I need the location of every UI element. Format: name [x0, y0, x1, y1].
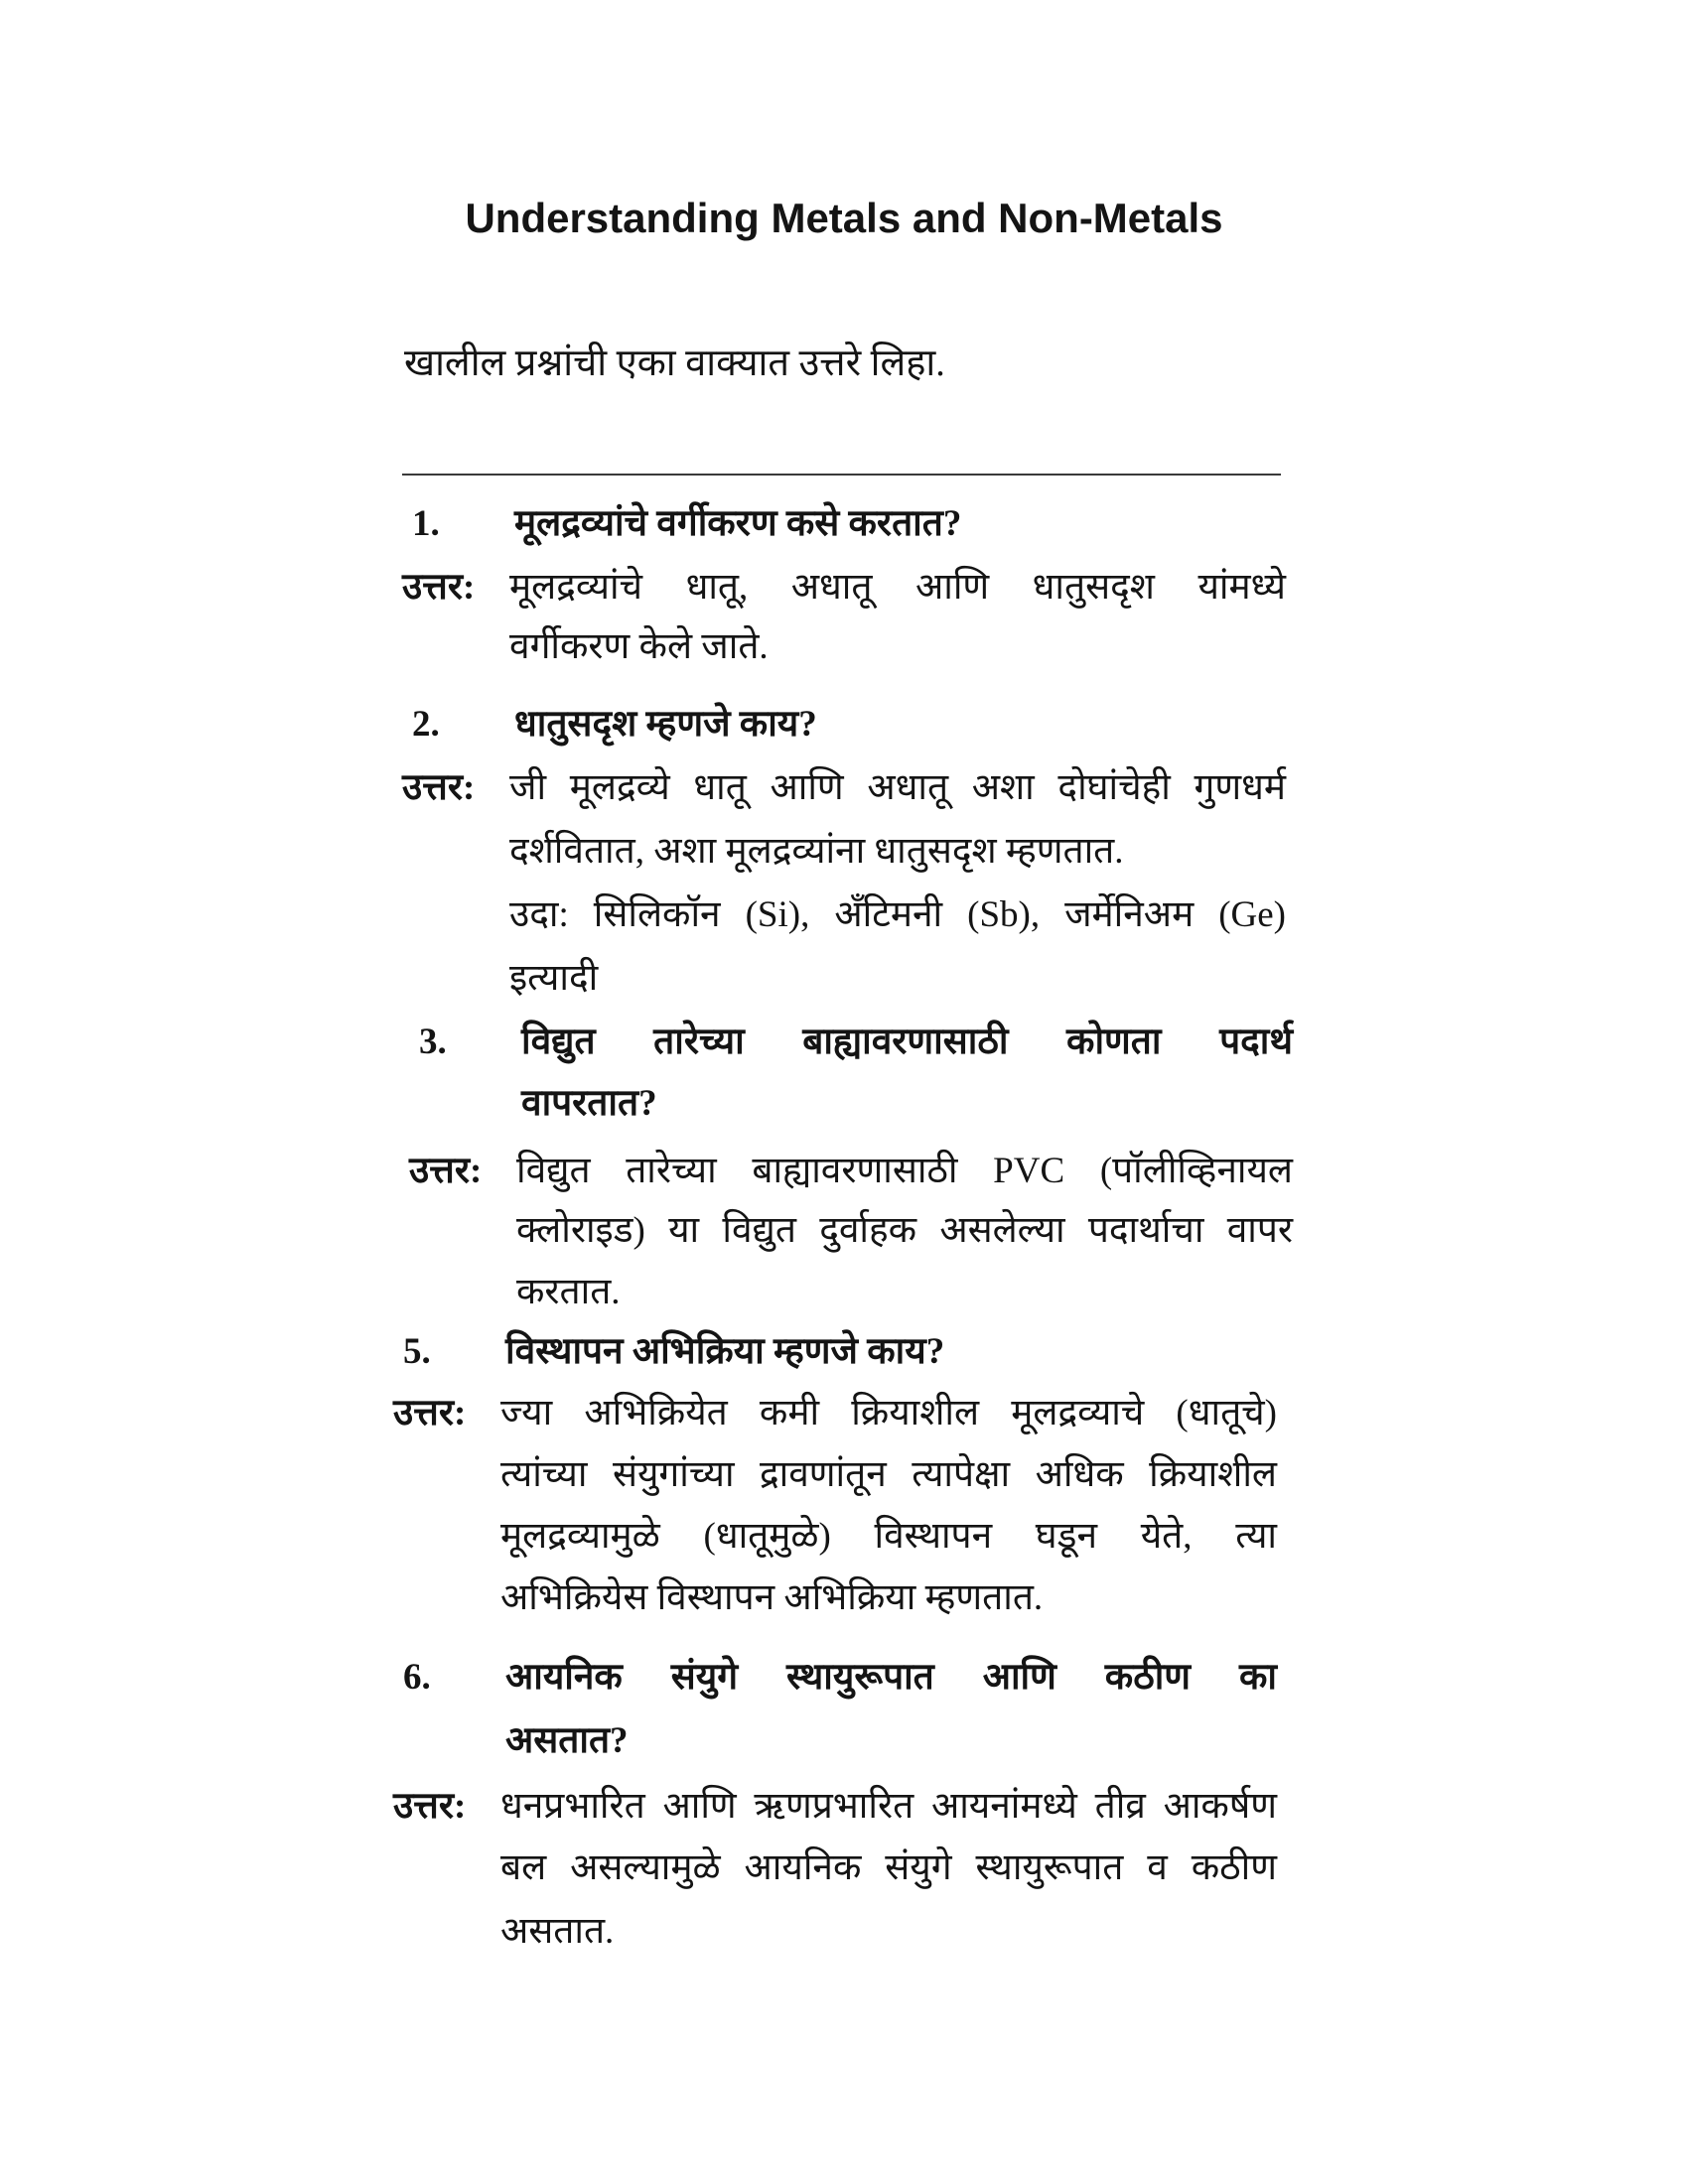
question-text: विस्थापन अभिक्रिया म्हणजे काय?	[505, 1331, 945, 1372]
answer-text: विद्युत तारेच्या बाह्यावरणासाठी PVC (पॉलीव्हिनायल	[516, 1151, 1293, 1191]
answer-label: उत्तर:	[402, 767, 476, 808]
question-text: धातुसदृश म्हणजे काय?	[514, 704, 817, 745]
answer-example: उदा: सिलिकॉन (Si), अँटिमनी (Sb), जर्मेनिअम (Ge)	[509, 894, 1286, 935]
question-number: 5.	[403, 1331, 431, 1372]
answer-label: उत्तर:	[393, 1786, 467, 1827]
answer-text: क्लोराइड) या विद्युत दुर्वाहक असलेल्या पदार्थाचा वापर	[516, 1210, 1293, 1251]
question-text: विद्युत तारेच्या बाह्यावरणासाठी कोणता पदार्थ	[521, 1022, 1293, 1062]
question-text: आयनिक संयुगे स्थायुरूपात आणि कठीण का	[505, 1657, 1277, 1698]
instruction-text: खालील प्रश्नांची एका वाक्यात उत्तरे लिहा.	[404, 342, 945, 384]
answer-text: धनप्रभारित आणि ऋणप्रभारित आयनांमध्ये तीव्र आकर्षण	[500, 1786, 1277, 1827]
answer-text: ज्या अभिक्रियेत कमी क्रियाशील मूलद्रव्याचे (धातूचे)	[500, 1393, 1277, 1433]
answer-label: उत्तर:	[409, 1151, 483, 1191]
answer-text: मूलद्रव्यांचे धातू, अधातू आणि धातुसदृश यांमध्ये	[509, 567, 1286, 608]
question-text: असतात?	[505, 1720, 629, 1761]
question-number: 6.	[403, 1657, 431, 1698]
answer-text: करतात.	[516, 1272, 621, 1312]
answer-text: असतात.	[500, 1911, 615, 1952]
answer-text: बल असल्यामुळे आयनिक संयुगे स्थायुरूपात व कठीण	[500, 1847, 1277, 1888]
answer-text: जी मूलद्रव्ये धातू आणि अधातू अशा दोघांचेही गुणधर्म	[509, 767, 1286, 808]
answer-text: त्यांच्या संयुगांच्या द्रावणांतून त्यापेक्षा अधिक क्रियाशील	[500, 1454, 1277, 1495]
answer-label: उत्तर:	[402, 567, 476, 608]
question-number: 3.	[419, 1022, 447, 1062]
question-text: मूलद्रव्यांचे वर्गीकरण कसे करतात?	[514, 503, 962, 544]
answer-text: वर्गीकरण केले जाते.	[509, 626, 769, 667]
answer-text: दर्शवितात, अशा मूलद्रव्यांना धातुसदृश म्हणतात.	[509, 831, 1124, 872]
page-title: Understanding Metals and Non-Metals	[465, 195, 1223, 241]
question-text: वापरतात?	[521, 1083, 657, 1124]
answer-text: इत्यादी	[509, 958, 599, 999]
answer-label: उत्तर:	[393, 1393, 467, 1433]
answer-text: अभिक्रियेस विस्थापन अभिक्रिया म्हणतात.	[500, 1577, 1044, 1618]
answer-text: मूलद्रव्यामुळे (धातूमुळे) विस्थापन घडून येते, त्या	[500, 1516, 1277, 1557]
question-number: 2.	[412, 704, 440, 745]
question-number: 1.	[412, 503, 440, 544]
horizontal-divider	[402, 474, 1281, 476]
